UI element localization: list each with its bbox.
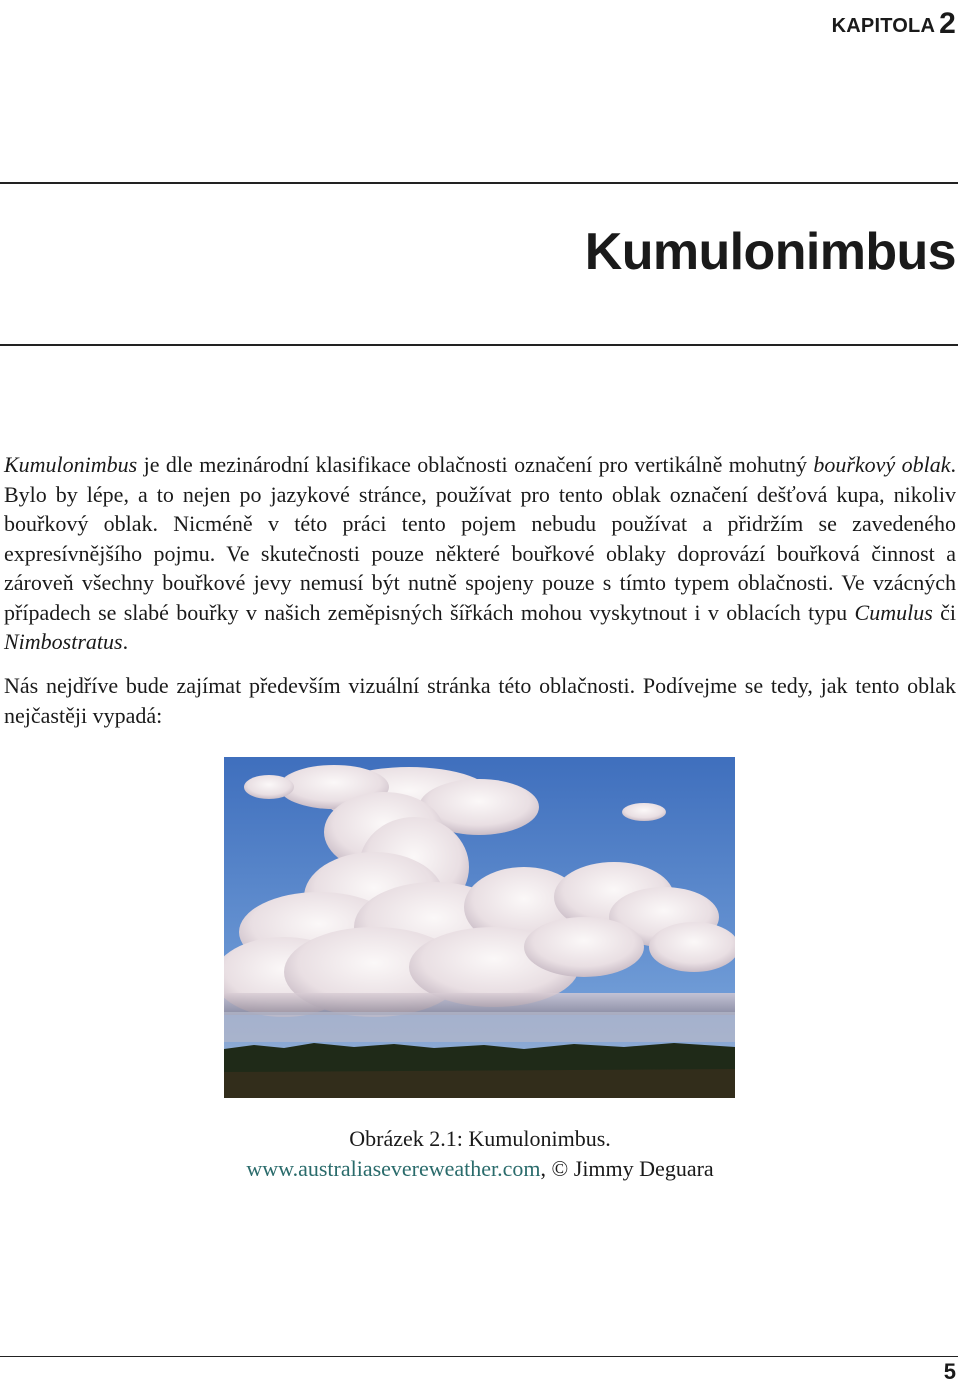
chapter-word: KAPITOLA: [831, 15, 936, 37]
cumulonimbus-photo: [224, 757, 735, 1098]
figure-caption-title: Obrázek 2.1: Kumulonimbus.: [349, 1126, 611, 1151]
chapter-number: 2: [939, 7, 956, 40]
intro-text-conj: či: [932, 599, 956, 625]
term-bourkovy-oblak: bouřkový oblak: [813, 452, 951, 477]
term-nimbostratus: Nimbostratus: [4, 629, 123, 654]
credit-author: , © Jimmy Deguara: [540, 1156, 714, 1181]
term-cumulus: Cumulus: [854, 599, 933, 625]
intro-text-1: je dle mezinárodní klasifikace oblačnosti označení pro vertikálně mohutný: [137, 452, 814, 477]
visual-paragraph-text: Nás nejdříve bude zajímat především vizuální stránka této oblačnosti. Podívejme se tedy, jak tento oblak nejčastěji vypadá:: [4, 673, 956, 728]
chapter-label: [832, 6, 956, 40]
credit-url-link[interactable]: www.australiasevereweather.com: [246, 1156, 541, 1181]
intro-text-2: . Bylo by lépe, a to nejen po jazykové stránce, používat pro tento oblak označení dešťová kupa, nikoliv bouřkový oblak. Nicméně v této práci tento pojem nebudu používat a přidržím se zavedeného expresívnějšího pojmu. Ve skutečnosti pouze některé bouřkové oblaky doprovází bouřková činnost a zároveň všechny bouřkové jevy nemusí být nutně spojeny pouze s tímto typem oblačnosti. Ve vzácných případech se slabé bouřky v našich zeměpisných šířkách mohou vyskytnout i v oblacích typu: [4, 452, 956, 625]
page-number: 5: [943, 1359, 956, 1384]
chapter-title: Kumulonimbus: [584, 223, 956, 281]
term-kumulonimbus: Kumulonimbus: [4, 452, 138, 477]
top-divider: [0, 182, 958, 184]
footer-divider: [0, 1356, 958, 1357]
figure-credit: [0, 1154, 960, 1184]
figure-caption: [0, 1124, 960, 1184]
title-divider: [0, 344, 958, 346]
intro-text-end: .: [122, 629, 129, 654]
visual-paragraph: [4, 671, 956, 730]
intro-paragraph: [4, 450, 956, 657]
